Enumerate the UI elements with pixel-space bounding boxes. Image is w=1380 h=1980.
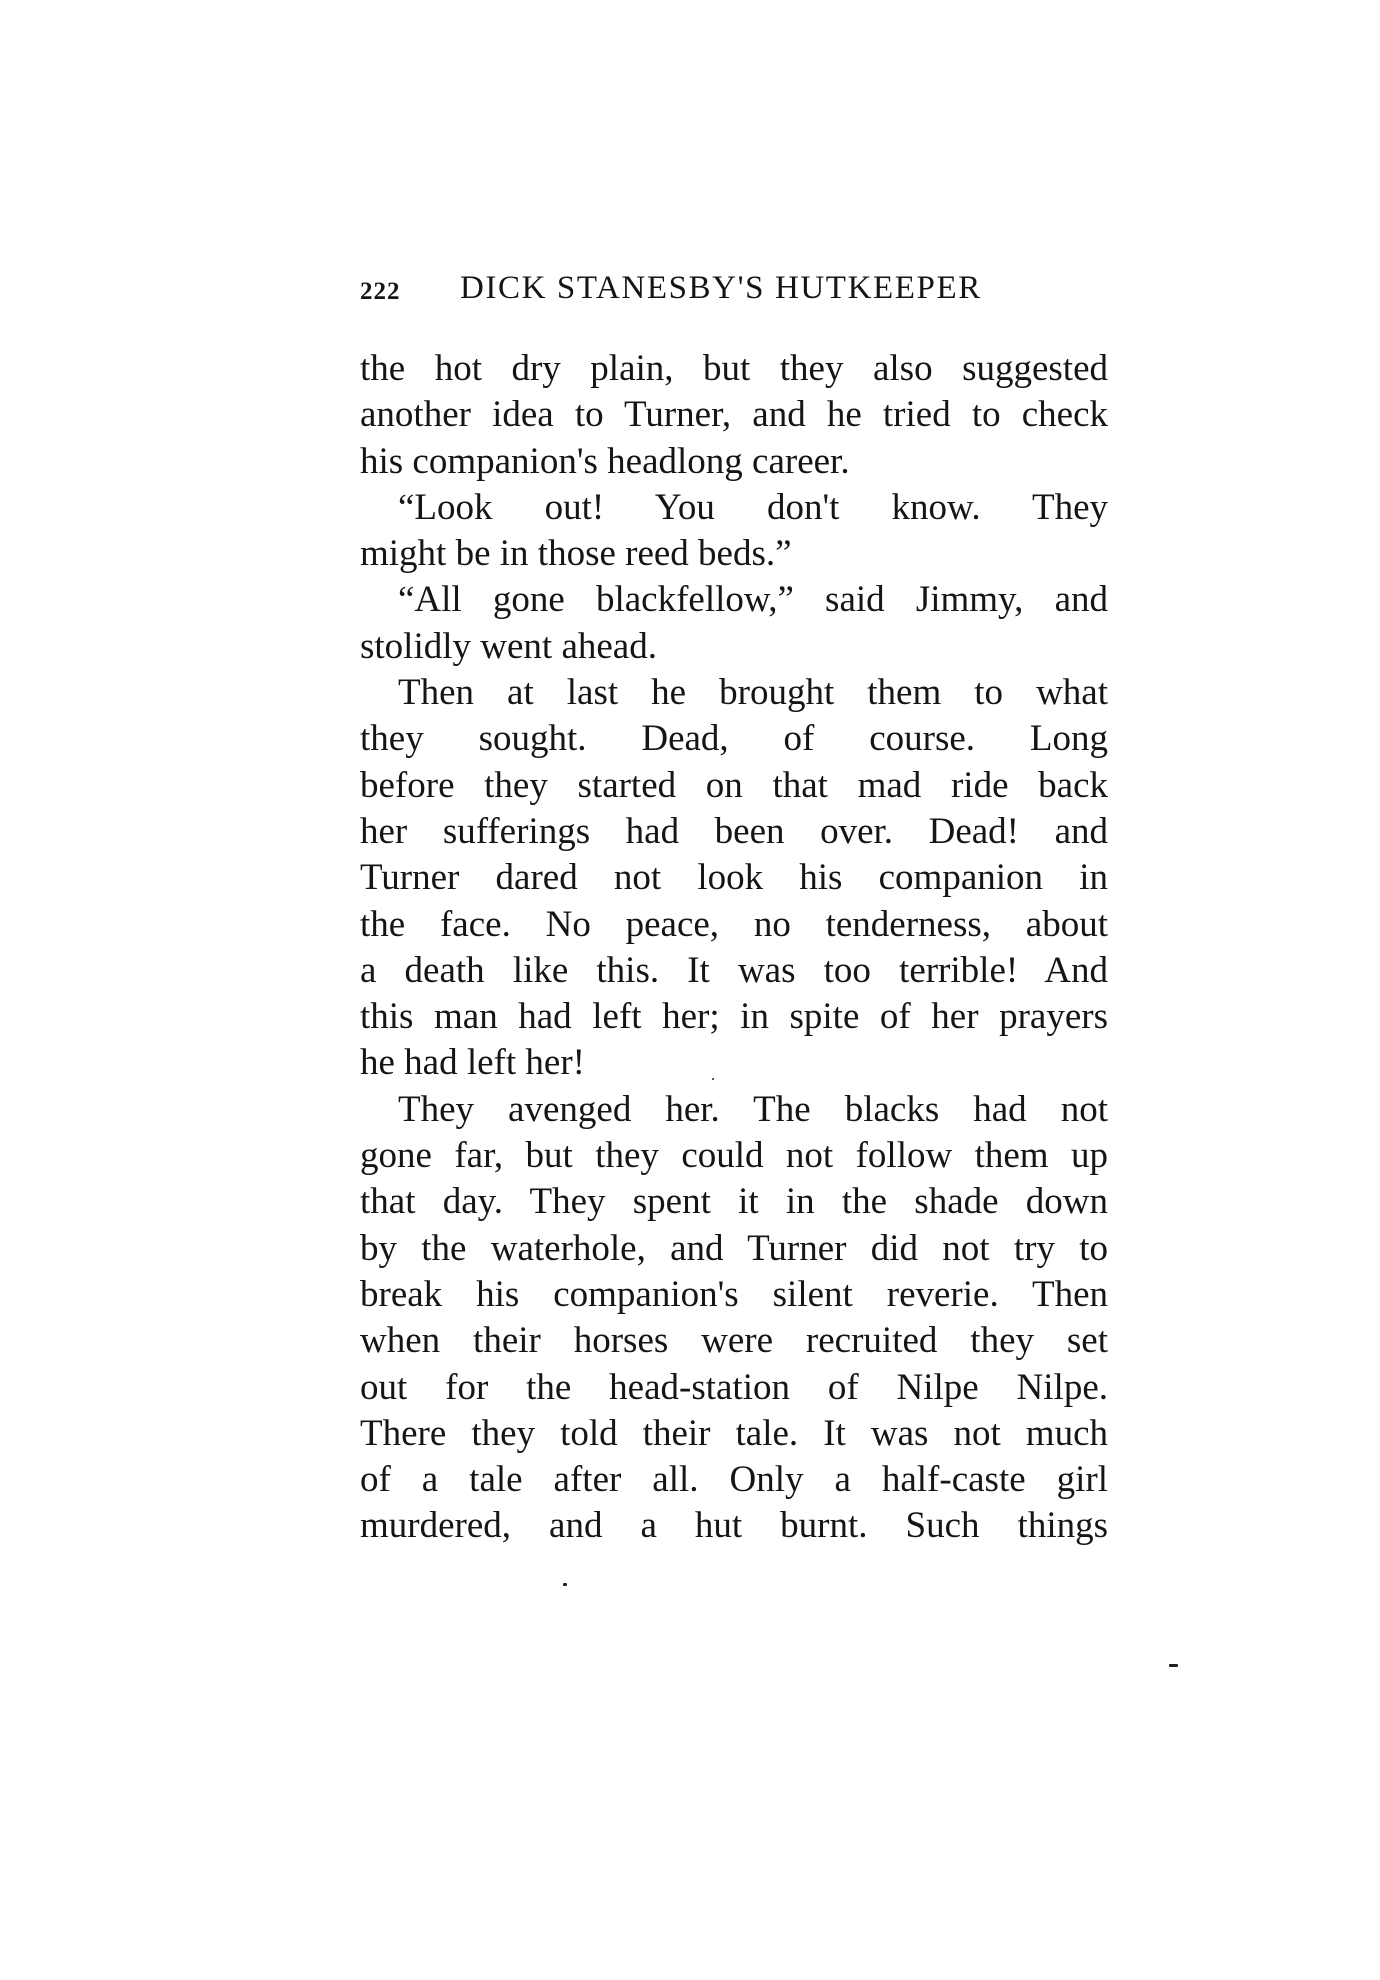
ink-speck bbox=[1169, 1664, 1178, 1667]
page-header bbox=[360, 270, 1100, 310]
text-line: when their horses were recruited they set bbox=[360, 1320, 1108, 1362]
body-text bbox=[360, 346, 1108, 1550]
text-line: he had left her! bbox=[360, 1042, 585, 1084]
text-line: Then at last he brought them to what bbox=[398, 672, 1108, 714]
text-line: that day. They spent it in the shade down bbox=[360, 1181, 1108, 1223]
text-line: They avenged her. The blacks had not bbox=[398, 1088, 1108, 1130]
text-line: murdered, and a hut burnt. Such things bbox=[360, 1505, 1108, 1547]
text-line: this man had left her; in spite of her prayers bbox=[360, 996, 1108, 1038]
text-line: might be in those reed beds.” bbox=[360, 533, 792, 575]
text-line: the face. No peace, no tenderness, about bbox=[360, 903, 1108, 945]
text-line: gone far, but they could not follow them up bbox=[360, 1135, 1108, 1177]
text-line: another idea to Turner, and he tried to check bbox=[360, 394, 1108, 436]
text-line: his companion's headlong career. bbox=[360, 440, 850, 482]
text-line: Turner dared not look his companion in bbox=[360, 857, 1108, 899]
text-line: “Look out! You don't know. They bbox=[398, 486, 1108, 528]
text-line: the hot dry plain, but they also suggested bbox=[360, 348, 1108, 389]
text-line: by the waterhole, and Turner did not try to bbox=[360, 1227, 1108, 1269]
text-line: break his companion's silent reverie. Then bbox=[360, 1273, 1108, 1315]
text-line: stolidly went ahead. bbox=[360, 625, 657, 667]
text-line: her sufferings had been over. Dead! and bbox=[360, 810, 1108, 852]
ink-speck bbox=[563, 1583, 567, 1586]
text-line: “All gone blackfellow,” said Jimmy, and bbox=[398, 579, 1108, 621]
running-title: DICK STANESBY'S HUTKEEPER bbox=[460, 270, 982, 306]
text-line: out for the head-station of Nilpe Nilpe. bbox=[360, 1366, 1108, 1408]
text-line: of a tale after all. Only a half-caste girl bbox=[360, 1459, 1108, 1501]
text-line: There they told their tale. It was not much bbox=[360, 1412, 1108, 1454]
text-line: before they started on that mad ride back bbox=[360, 764, 1108, 806]
ink-speck bbox=[712, 1078, 714, 1080]
text-line: they sought. Dead, of course. Long bbox=[360, 718, 1108, 760]
text-line: a death like this. It was too terrible! And bbox=[360, 949, 1108, 991]
page-number: 222 bbox=[360, 278, 401, 305]
